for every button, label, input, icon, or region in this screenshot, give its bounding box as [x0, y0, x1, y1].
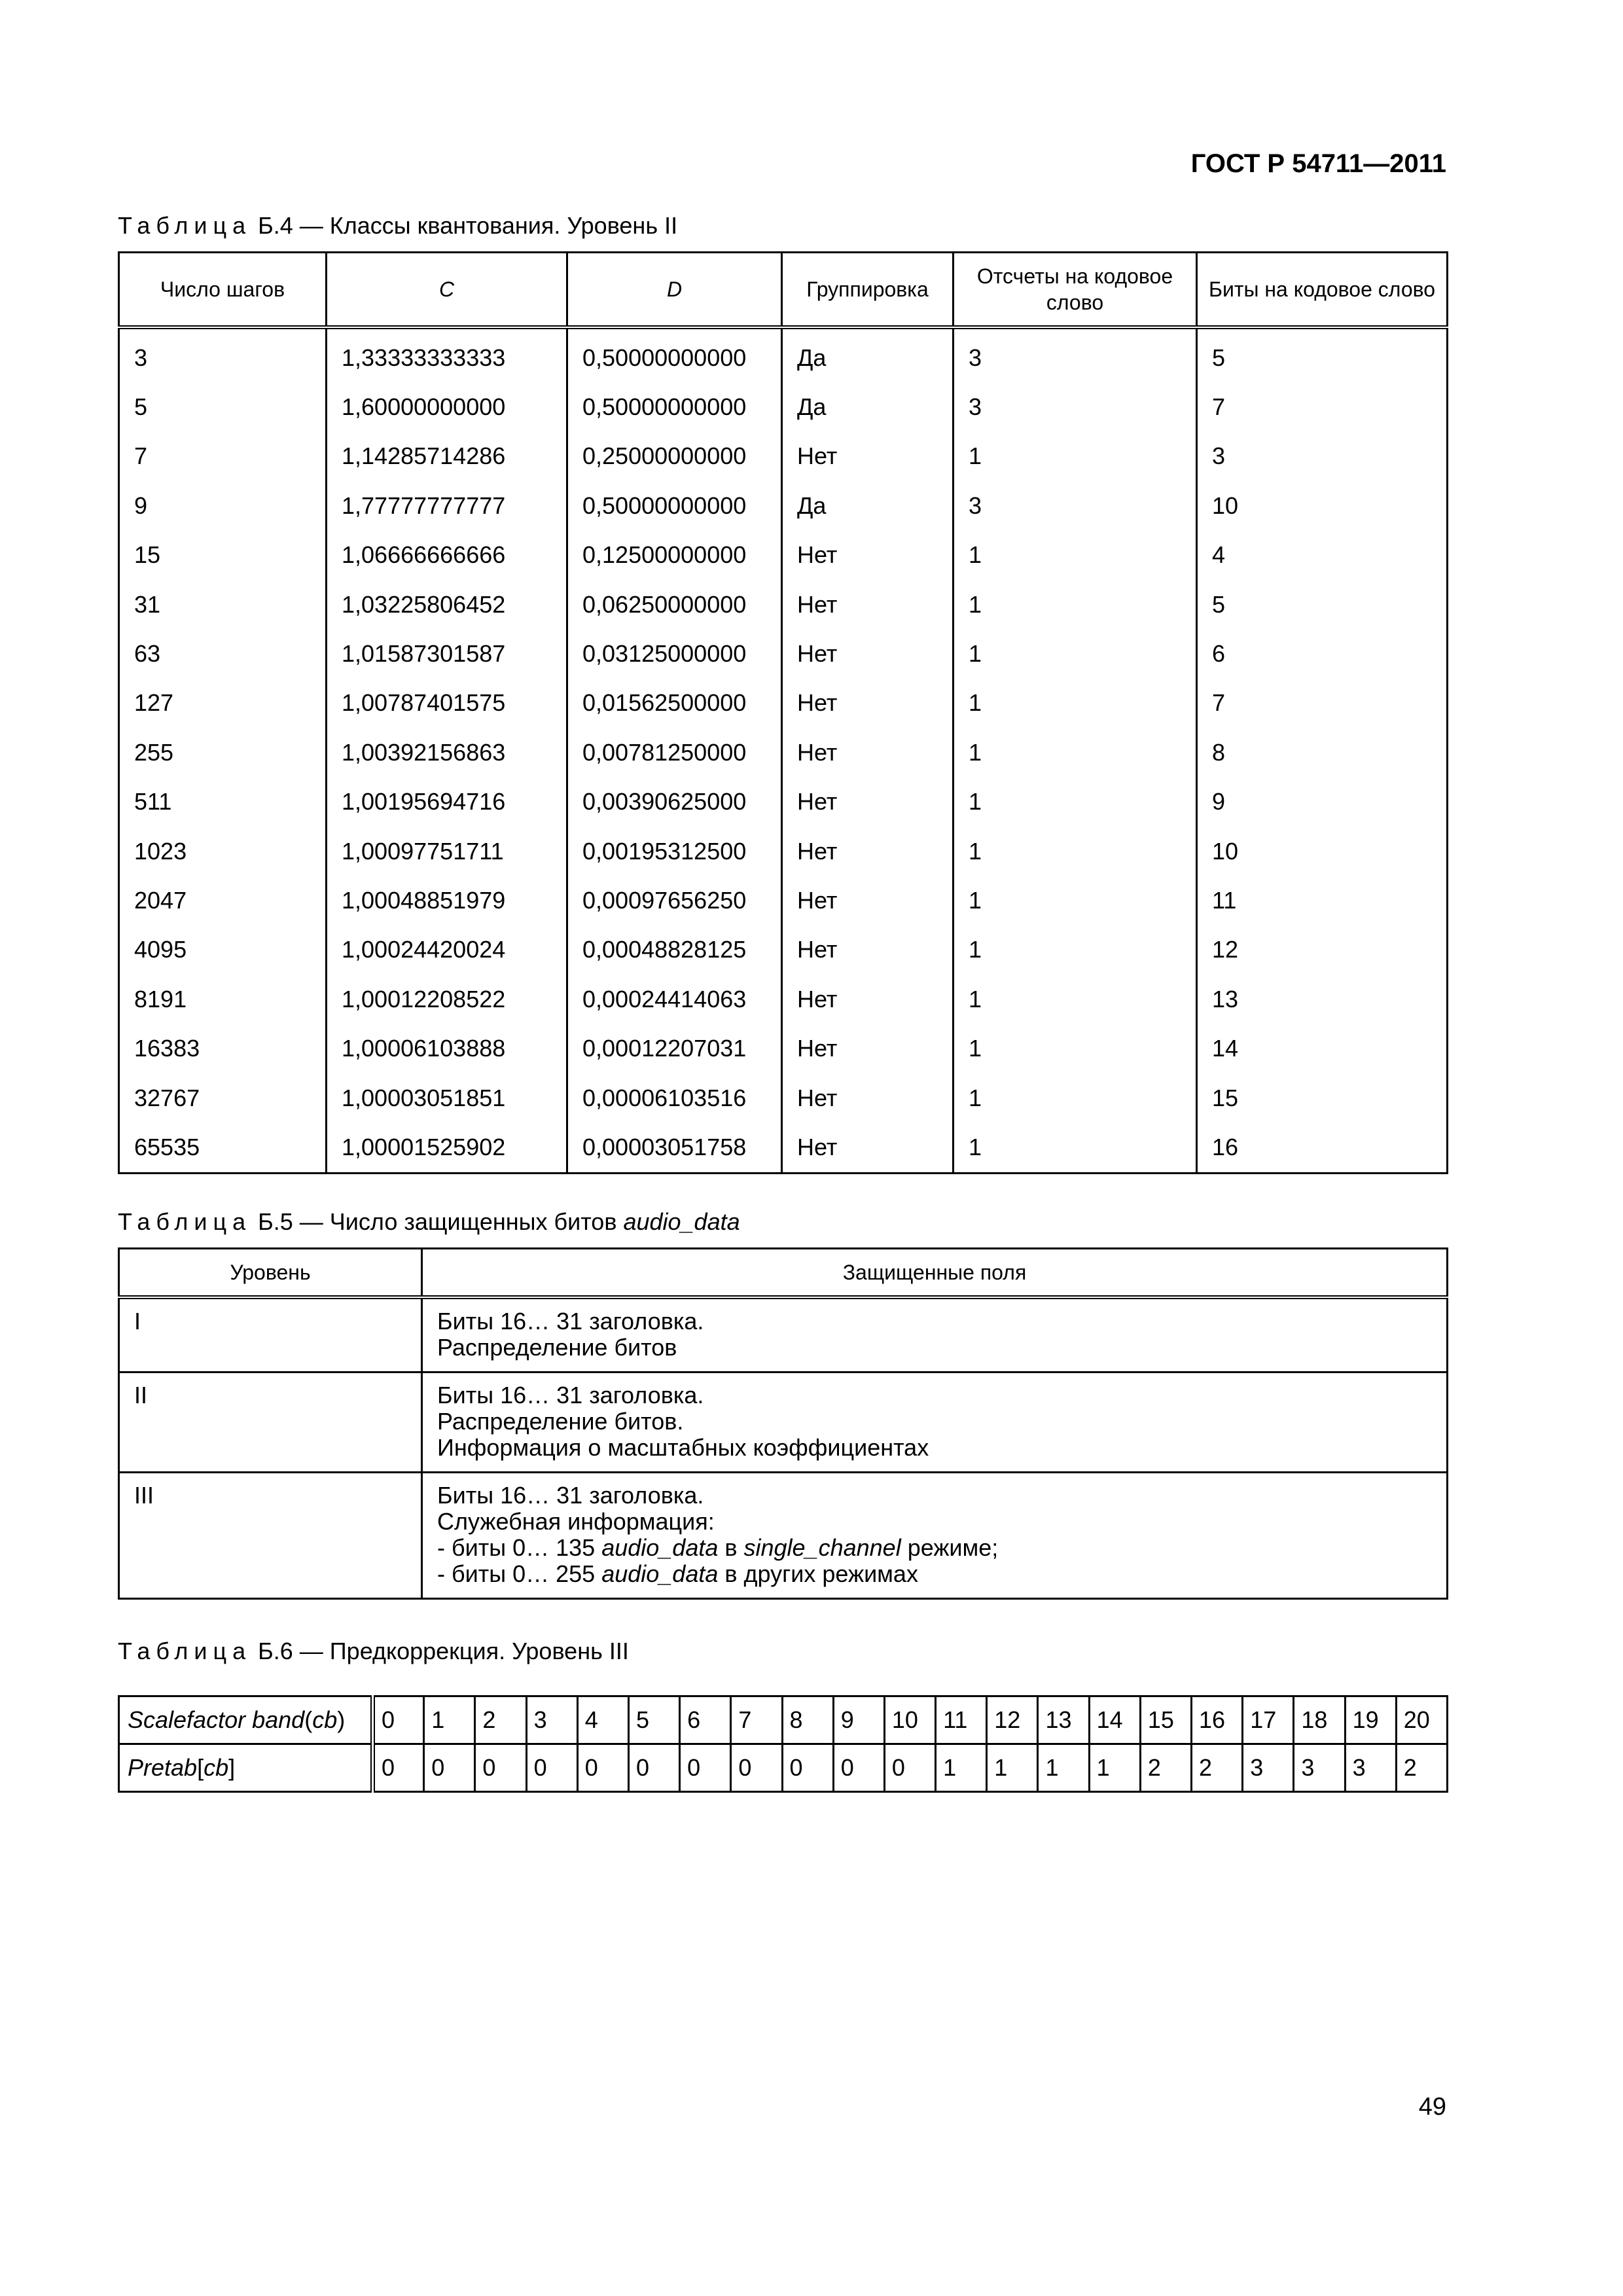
table-cell: 5 [1197, 580, 1448, 629]
table-cell: 3 [1243, 1744, 1294, 1792]
table-row [119, 327, 1448, 382]
table-cell: 0,12500000000 [567, 531, 782, 580]
table-cell: 3 [954, 327, 1197, 382]
column-header: C [327, 253, 567, 328]
table-cell: 9 [119, 481, 327, 530]
table-cell: 0 [373, 1744, 424, 1792]
table-cell: 1 [936, 1744, 987, 1792]
table-cell: 1 [954, 531, 1197, 580]
text-part: режиме; [901, 1534, 999, 1561]
table-cell: Нет [782, 432, 954, 481]
table-cell: 1 [954, 728, 1197, 777]
table-cell: 2047 [119, 876, 327, 925]
table-cell: 1,00392156863 [327, 728, 567, 777]
table-cell: 3 [954, 382, 1197, 431]
table-cell: 1 [424, 1696, 475, 1744]
table-cell: 1,00195694716 [327, 778, 567, 827]
caption-prefix: Таблица [118, 1638, 252, 1664]
table-cell: 511 [119, 778, 327, 827]
table-cell: Нет [782, 1122, 954, 1173]
table-cell: 7 [1197, 679, 1448, 728]
table-row [119, 1744, 1448, 1792]
table-cell: 1 [954, 1122, 1197, 1173]
text-part: - биты 0… 255 [437, 1560, 602, 1587]
table-cell: 65535 [119, 1122, 327, 1173]
table-cell: 15 [119, 531, 327, 580]
fields-cell [422, 1372, 1448, 1473]
table-cell: Нет [782, 679, 954, 728]
table-cell: 0,00024414063 [567, 975, 782, 1024]
column-header: Защищенные поля [422, 1249, 1448, 1298]
table-cell: 6 [680, 1696, 731, 1744]
table-cell: 7 [1197, 382, 1448, 431]
label-part: ] [228, 1754, 236, 1781]
table-row [119, 778, 1448, 827]
table-cell: 17 [1243, 1696, 1294, 1744]
table-cell: 7 [731, 1696, 782, 1744]
table-cell: 3 [119, 327, 327, 382]
table-cell: 1 [954, 679, 1197, 728]
table-row [119, 1372, 1448, 1473]
table-row [119, 1473, 1448, 1599]
table-cell: 6 [1197, 629, 1448, 678]
table-cell: 9 [833, 1696, 884, 1744]
field-line: Распределение битов [437, 1334, 677, 1361]
level-cell: I [119, 1297, 422, 1372]
table-cell: 1 [954, 1073, 1197, 1122]
caption-prefix: Таблица [118, 212, 252, 239]
table-cell: 0,03125000000 [567, 629, 782, 678]
table-cell: 2 [475, 1696, 526, 1744]
table-cell: 13 [1038, 1696, 1089, 1744]
column-header: Число шагов [119, 253, 327, 328]
table-cell: 18 [1294, 1696, 1345, 1744]
table-row [119, 531, 1448, 580]
table-cell: 1 [954, 876, 1197, 925]
label-part: cb [312, 1706, 338, 1733]
table-cell: 7 [119, 432, 327, 481]
table-cell: 1 [954, 778, 1197, 827]
table-cell: 1,00787401575 [327, 679, 567, 728]
table-cell: 0,00097656250 [567, 876, 782, 925]
table-row [119, 876, 1448, 925]
table-cell: 1 [954, 580, 1197, 629]
table-row [119, 679, 1448, 728]
table-cell: 1,03225806452 [327, 580, 567, 629]
table-cell: Да [782, 327, 954, 382]
table-cell: 10 [1197, 827, 1448, 876]
table-cell: 1 [1089, 1744, 1140, 1792]
table-row [119, 1024, 1448, 1073]
table-cell: 1,14285714286 [327, 432, 567, 481]
field-line: Информация о масштабных коэффициентах [437, 1434, 929, 1461]
table-cell: 1,00001525902 [327, 1122, 567, 1173]
label-part: ) [337, 1706, 346, 1733]
label-part: cb [204, 1754, 229, 1781]
table-cell: 13 [1197, 975, 1448, 1024]
table-cell: 20 [1396, 1696, 1447, 1744]
text-part: audio_data [601, 1560, 719, 1587]
table-cell: 10 [884, 1696, 935, 1744]
table-cell: 15 [1140, 1696, 1191, 1744]
caption-text: Б.6 — Предкоррекция. Уровень III [251, 1638, 629, 1664]
table-cell: 1,60000000000 [327, 382, 567, 431]
label-part: Scalefactor band [128, 1706, 305, 1733]
table-cell: 19 [1345, 1696, 1396, 1744]
table-cell: 1 [954, 1024, 1197, 1073]
row-header [119, 1696, 373, 1744]
table-cell: 127 [119, 679, 327, 728]
table-cell: Нет [782, 629, 954, 678]
field-line: Биты 16… 31 заголовка. [437, 1382, 704, 1408]
table-cell: Да [782, 481, 954, 530]
table-cell: 11 [1197, 876, 1448, 925]
table-b6 [118, 1695, 1448, 1793]
table-cell: 0,00195312500 [567, 827, 782, 876]
text-part: single_channel [743, 1534, 901, 1561]
table-cell: 12 [1197, 925, 1448, 975]
table-cell: 3 [526, 1696, 577, 1744]
table-cell: 63 [119, 629, 327, 678]
table-cell: 3 [1197, 432, 1448, 481]
table-cell: 2 [1192, 1744, 1243, 1792]
table-cell: Нет [782, 778, 954, 827]
table-cell: 1,00012208522 [327, 975, 567, 1024]
table-row [119, 925, 1448, 975]
table-b5 [118, 1247, 1448, 1600]
table-cell: 0 [577, 1744, 628, 1792]
table-cell: 1,00006103888 [327, 1024, 567, 1073]
table-cell: 0,00003051758 [567, 1122, 782, 1173]
field-line [437, 1561, 1432, 1587]
table-cell: 0,50000000000 [567, 481, 782, 530]
table-cell: 1 [954, 432, 1197, 481]
text-part: - биты 0… 135 [437, 1534, 602, 1561]
table-cell: 1,00024420024 [327, 925, 567, 975]
table-cell: 5 [119, 382, 327, 431]
table-cell: 0,00390625000 [567, 778, 782, 827]
table-cell: 0,00006103516 [567, 1073, 782, 1122]
table-cell: 1,77777777777 [327, 481, 567, 530]
table-row [119, 975, 1448, 1024]
table-cell: 4 [1197, 531, 1448, 580]
table-cell: 0 [373, 1696, 424, 1744]
field-line [437, 1535, 1432, 1561]
table-cell: 15 [1197, 1073, 1448, 1122]
table-row [119, 1073, 1448, 1122]
table-cell: 0,50000000000 [567, 382, 782, 431]
table-row [119, 1696, 1448, 1744]
column-header: D [567, 253, 782, 328]
table-cell: 0 [884, 1744, 935, 1792]
table-cell: 11 [936, 1696, 987, 1744]
table-cell: 8 [782, 1696, 833, 1744]
table-b4 [118, 251, 1448, 1174]
table-b6-caption [118, 1638, 629, 1665]
column-header: Отсчеты на кодовое слово [954, 253, 1197, 328]
table-cell: 0,00048828125 [567, 925, 782, 975]
field-line: Распределение битов. [437, 1408, 684, 1435]
table-cell: Нет [782, 827, 954, 876]
text-part: audio_data [601, 1534, 719, 1561]
table-cell: Нет [782, 728, 954, 777]
table-cell: 0 [475, 1744, 526, 1792]
table-cell: Нет [782, 1073, 954, 1122]
table-cell: 0,01562500000 [567, 679, 782, 728]
column-header: Биты на кодовое слово [1197, 253, 1448, 328]
caption-italic: audio_data [623, 1208, 740, 1235]
table-cell: 1,00003051851 [327, 1073, 567, 1122]
table-cell: 2 [1140, 1744, 1191, 1792]
label-part: Pretab [128, 1754, 198, 1781]
table-cell: 0 [526, 1744, 577, 1792]
field-line: Биты 16… 31 заголовка. [437, 1308, 704, 1335]
table-cell: 0 [833, 1744, 884, 1792]
table-cell: 14 [1089, 1696, 1140, 1744]
field-line: Биты 16… 31 заголовка. [437, 1482, 704, 1509]
table-row [119, 481, 1448, 530]
table-cell: 1,06666666666 [327, 531, 567, 580]
table-cell: 0,00781250000 [567, 728, 782, 777]
caption-text: Б.5 — Число защищенных битов [251, 1208, 624, 1235]
caption-text: Б.4 — Классы квантования. Уровень II [251, 212, 678, 239]
table-cell: 0,00012207031 [567, 1024, 782, 1073]
table-cell: Нет [782, 925, 954, 975]
fields-cell [422, 1473, 1448, 1599]
table-cell: 4 [577, 1696, 628, 1744]
document-id: ГОСТ Р 54711—2011 [1190, 149, 1446, 178]
table-cell: 0 [731, 1744, 782, 1792]
table-cell: 8 [1197, 728, 1448, 777]
field-line: Служебная информация: [437, 1508, 715, 1535]
table-row [119, 1297, 1448, 1372]
table-cell: 1023 [119, 827, 327, 876]
table-row [119, 629, 1448, 678]
table-cell: 8191 [119, 975, 327, 1024]
level-cell: II [119, 1372, 422, 1473]
page-number: 49 [1418, 2093, 1446, 2121]
table-cell: 16 [1197, 1122, 1448, 1173]
table-cell: 5 [1197, 327, 1448, 382]
table-cell: 3 [954, 481, 1197, 530]
label-part: [ [197, 1754, 204, 1781]
table-cell: Нет [782, 975, 954, 1024]
label-part: ( [304, 1706, 313, 1733]
table-cell: 1,00048851979 [327, 876, 567, 925]
table-cell: 0,25000000000 [567, 432, 782, 481]
table-cell: 3 [1345, 1744, 1396, 1792]
row-header [119, 1744, 373, 1792]
table-cell: Нет [782, 531, 954, 580]
table-cell: 0,06250000000 [567, 580, 782, 629]
table-cell: 5 [628, 1696, 679, 1744]
text-part: в [718, 1534, 744, 1561]
table-row [119, 382, 1448, 431]
table-cell: 9 [1197, 778, 1448, 827]
table-b4-caption [118, 212, 677, 240]
table-cell: Да [782, 382, 954, 431]
table-cell: 2 [1396, 1744, 1447, 1792]
caption-prefix: Таблица [118, 1208, 252, 1235]
table-cell: 10 [1197, 481, 1448, 530]
table-cell: 1 [954, 827, 1197, 876]
fields-cell [422, 1297, 1448, 1372]
table-cell: 0 [628, 1744, 679, 1792]
table-row [119, 1122, 1448, 1173]
table-cell: 16383 [119, 1024, 327, 1073]
table-cell: 14 [1197, 1024, 1448, 1073]
table-row [119, 580, 1448, 629]
table-cell: 1 [987, 1744, 1038, 1792]
table-cell: Нет [782, 1024, 954, 1073]
table-row [119, 432, 1448, 481]
table-cell: 1 [954, 629, 1197, 678]
table-cell: 0 [782, 1744, 833, 1792]
table-cell: 0 [424, 1744, 475, 1792]
table-cell: 3 [1294, 1744, 1345, 1792]
table-cell: Нет [782, 876, 954, 925]
table-cell: 255 [119, 728, 327, 777]
table-cell: 1 [954, 925, 1197, 975]
table-cell: 16 [1192, 1696, 1243, 1744]
table-b5-caption [118, 1208, 740, 1236]
column-header: Группировка [782, 253, 954, 328]
column-header: Уровень [119, 1249, 422, 1298]
table-cell: Нет [782, 580, 954, 629]
table-cell: 1 [1038, 1744, 1089, 1792]
table-cell: 1,33333333333 [327, 327, 567, 382]
table-cell: 1,01587301587 [327, 629, 567, 678]
table-row [119, 728, 1448, 777]
table-cell: 0 [680, 1744, 731, 1792]
table-cell: 32767 [119, 1073, 327, 1122]
table-cell: 4095 [119, 925, 327, 975]
level-cell: III [119, 1473, 422, 1599]
table-cell: 12 [987, 1696, 1038, 1744]
table-row [119, 827, 1448, 876]
table-cell: 0,50000000000 [567, 327, 782, 382]
table-cell: 31 [119, 580, 327, 629]
table-cell: 1 [954, 975, 1197, 1024]
text-part: в других режимах [718, 1560, 918, 1587]
table-cell: 1,00097751711 [327, 827, 567, 876]
